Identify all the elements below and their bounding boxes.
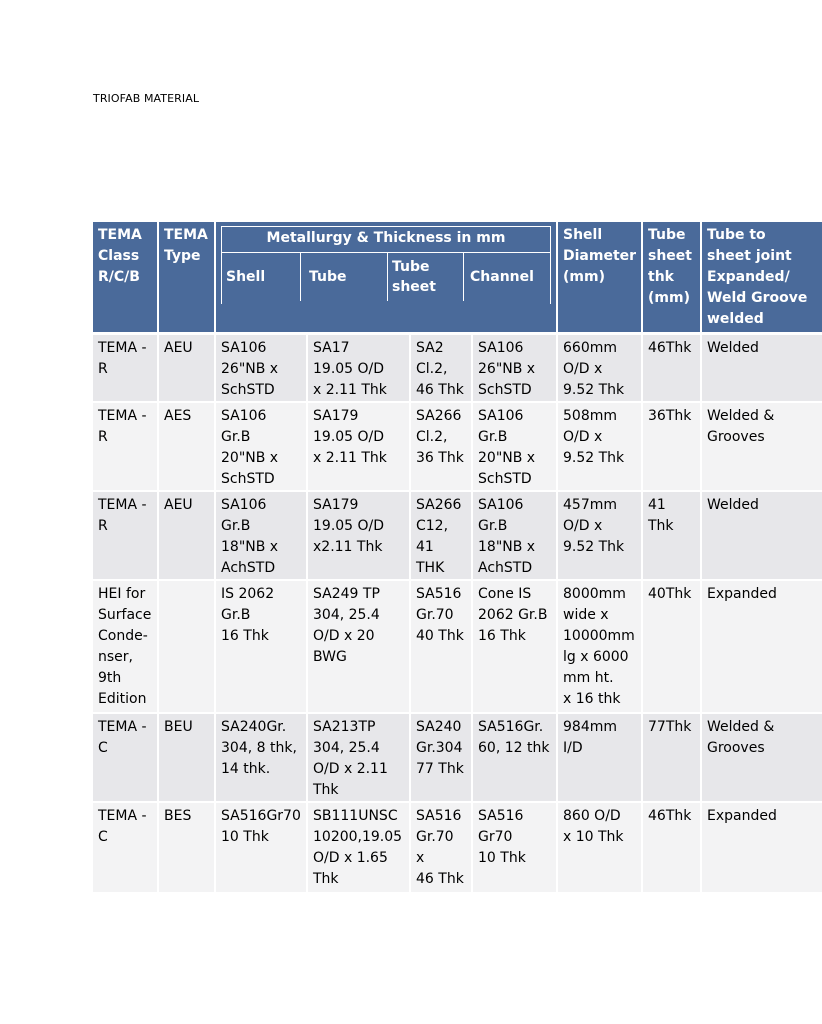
cell-tema-class: TEMA - R [93,335,157,401]
cell-shell: SA106 Gr.B 18"NB x AchSTD [216,492,306,579]
cell-tube: SA249 TP 304, 25.4 O/D x 20 BWG [308,581,409,712]
cell-tema-class: TEMA - R [93,492,157,579]
cell-tube-sheet-thk: 46Thk [643,335,700,401]
cell-tema-class: TEMA - R [93,403,157,490]
cell-joint: Welded & Grooves [702,714,822,801]
cell-tube-sheet-thk: 41 Thk [643,492,700,579]
cell-tema-type: AEU [159,492,214,579]
cell-shell-diameter: 660mm O/D x 9.52 Thk [558,335,641,401]
cell-shell: SA106 26"NB x SchSTD [216,335,306,401]
cell-shell-diameter: 508mm O/D x 9.52 Thk [558,403,641,490]
header-metallurgy-group [216,222,556,332]
cell-tube: SA179 19.05 O/D x 2.11 Thk [308,403,409,490]
document-title: TRIOFAB MATERIAL [93,92,200,105]
cell-shell-diameter: 860 O/D x 10 Thk [558,803,641,892]
cell-tube-sheet-thk: 36Thk [643,403,700,490]
cell-tube-sheet: SA240 Gr.304 77 Thk [411,714,471,801]
cell-shell-diameter: 8000mm wide x 10000mm lg x 6000 mm ht. x 16 thk [558,581,641,712]
cell-tema-type: BEU [159,714,214,801]
cell-tema-type: AEU [159,335,214,401]
cell-joint: Welded [702,492,822,579]
cell-tube: SB111UNSC 10200,19.05 O/D x 1.65 Thk [308,803,409,892]
cell-tube-sheet: SA266 Cl.2, 36 Thk [411,403,471,490]
cell-tube: SA179 19.05 O/D x2.11 Thk [308,492,409,579]
cell-tube-sheet-thk: 46Thk [643,803,700,892]
cell-channel: Cone IS 2062 Gr.B 16 Thk [473,581,556,712]
header-tube-to-sheet-joint: Tube to sheet joint Expanded/ Weld Groove welded [702,222,822,332]
header-tube-sheet: Tube sheet [392,259,436,295]
cell-tube-sheet: SA516 Gr.70 40 Thk [411,581,471,712]
cell-tube-sheet: SA516 Gr.70 x 46 Thk [411,803,471,892]
cell-shell: SA106 Gr.B 20"NB x SchSTD [216,403,306,490]
cell-shell-diameter: 457mm O/D x 9.52 Thk [558,492,641,579]
cell-tube-sheet-thk: 40Thk [643,581,700,712]
cell-shell-diameter: 984mm I/D [558,714,641,801]
cell-channel: SA106 26"NB x SchSTD [473,335,556,401]
cell-channel: SA106 Gr.B 20"NB x SchSTD [473,403,556,490]
cell-channel: SA516 Gr70 10 Thk [473,803,556,892]
cell-channel: SA516Gr. 60, 12 thk [473,714,556,801]
cell-tube-sheet: SA266 C12, 41 THK [411,492,471,579]
material-table [93,222,808,892]
header-shell-diameter: Shell Diameter (mm) [558,222,641,332]
header-channel: Channel [470,269,534,285]
cell-shell: SA516Gr70 10 Thk [216,803,306,892]
cell-tube-sheet-thk: 77Thk [643,714,700,801]
cell-joint: Welded [702,335,822,401]
cell-joint: Expanded [702,803,822,892]
header-shell: Shell [226,269,266,285]
cell-tema-class: TEMA - C [93,803,157,892]
cell-tube-sheet: SA2 Cl.2, 46 Thk [411,335,471,401]
metallurgy-group-title: Metallurgy & Thickness in mm [266,230,506,246]
cell-tube: SA17 19.05 O/D x 2.11 Thk [308,335,409,401]
cell-tema-type: AES [159,403,214,490]
cell-joint: Welded & Grooves [702,403,822,490]
cell-channel: SA106 Gr.B 18"NB x AchSTD [473,492,556,579]
header-tema-class: TEMA Class R/C/B [93,222,157,332]
cell-shell: SA240Gr. 304, 8 thk, 14 thk. [216,714,306,801]
header-tube-sheet-thk: Tube sheet thk (mm) [643,222,700,332]
cell-tube: SA213TP 304, 25.4 O/D x 2.11 Thk [308,714,409,801]
cell-joint: Expanded [702,581,822,712]
cell-tema-class: HEI for Surface Conde- nser, 9th Edition [93,581,157,712]
cell-tema-class: TEMA - C [93,714,157,801]
cell-tema-type [159,581,214,712]
cell-tema-type: BES [159,803,214,892]
cell-shell: IS 2062 Gr.B 16 Thk [216,581,306,712]
header-tema-type: TEMA Type [159,222,214,332]
header-tube: Tube [309,269,347,285]
